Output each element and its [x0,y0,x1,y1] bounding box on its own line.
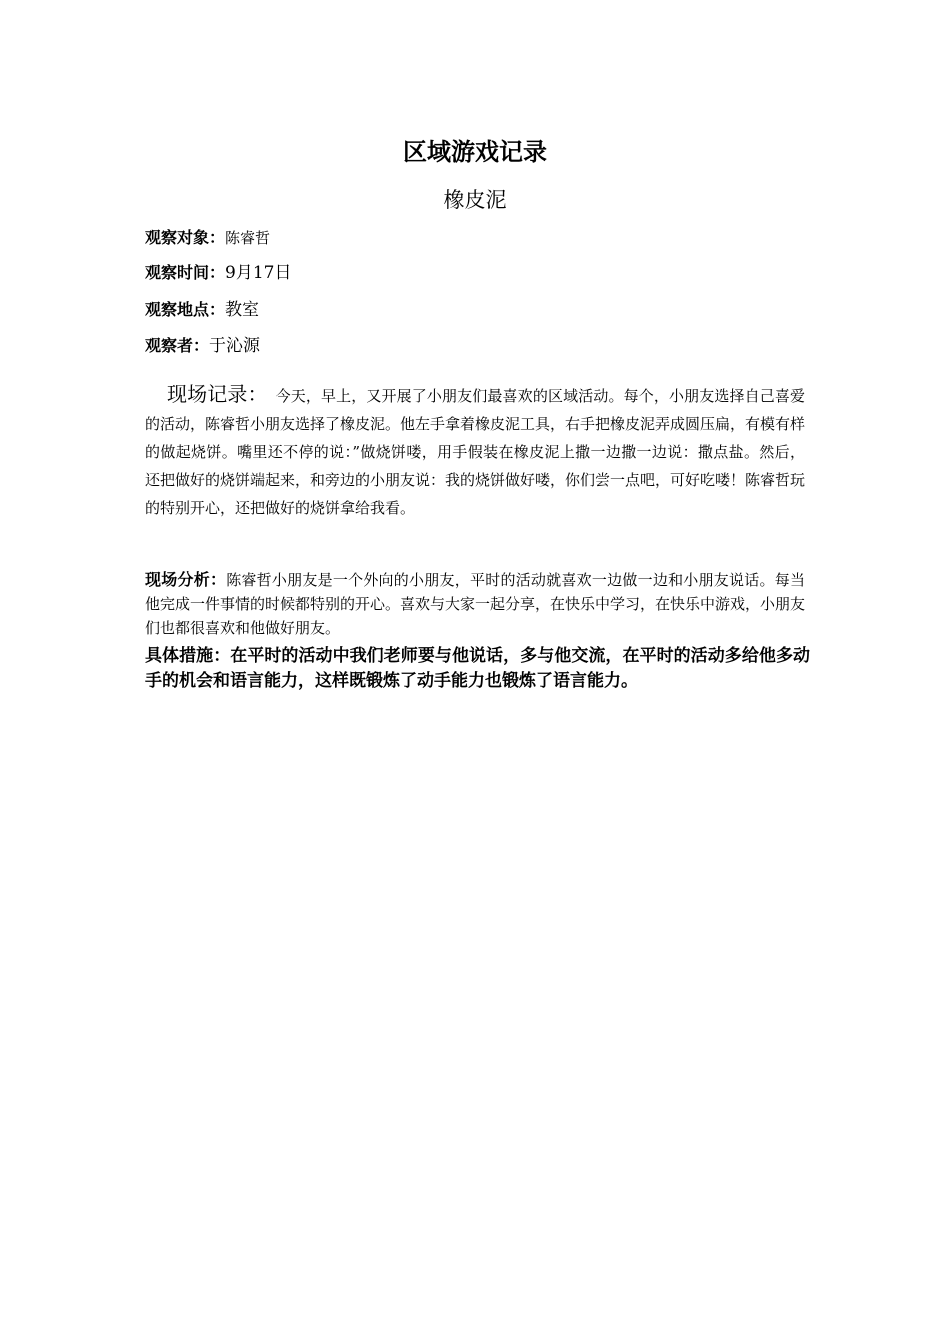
meta-row-location [145,298,259,322]
meta-row-observer [145,334,260,358]
record-text: 今天，早上，又开展了小朋友们最喜欢的区域活动。每个，小朋友选择自己喜爱的活动，陈睿哲小朋友选择了橡皮泥。他左手拿着橡皮泥工具，右手把橡皮泥弄成圆压扁，有模有样的做起烧饼。嘴里还不停的说：”做烧饼喽，用手假装在橡皮泥上撒一边撒一边说：撒点盐。然后，还把做好的烧饼端起来，和旁边的小朋友说：我的烧饼做好喽，你们尝一点吧，可好吃喽！陈睿哲玩的特别开心，还把做好的烧饼拿给我看。 [145,387,806,517]
measures-text: 在平时的活动中我们老师要与他说话，多与他交流，在平时的活动多给他多动手的机会和语言能力，这样既锻炼了动手能力也锻炼了语言能力。 [145,646,811,691]
measures-section [145,644,810,694]
meta-value: 教室 [225,300,260,320]
record-section [145,380,805,522]
measures-label: 具体措施： [145,646,231,666]
meta-value: 9月17日 [225,263,292,283]
analysis-label: 现场分析： [145,570,227,589]
meta-label: 观察时间： [145,263,226,282]
meta-value: 于沁源 [209,336,261,356]
document-subtitle: 橡皮泥 [443,188,507,212]
document-title: 区域游戏记录 [403,138,547,166]
analysis-section [145,568,805,640]
meta-label: 观察对象： [145,228,226,247]
meta-row-time [145,261,291,285]
analysis-text: 陈睿哲小朋友是一个外向的小朋友，平时的活动就喜欢一边做一边和小朋友说话。每当他完成一件事情的时候都特别的开心。喜欢与大家一起分享，在快乐中学习，在快乐中游戏，小朋友们也都很喜欢和他做好朋友。 [145,571,806,637]
record-label: 现场记录： [167,382,268,406]
meta-value: 陈睿哲 [225,229,271,247]
meta-label: 观察者： [145,336,210,355]
meta-row-subject [145,226,270,250]
meta-label: 观察地点： [145,300,226,319]
